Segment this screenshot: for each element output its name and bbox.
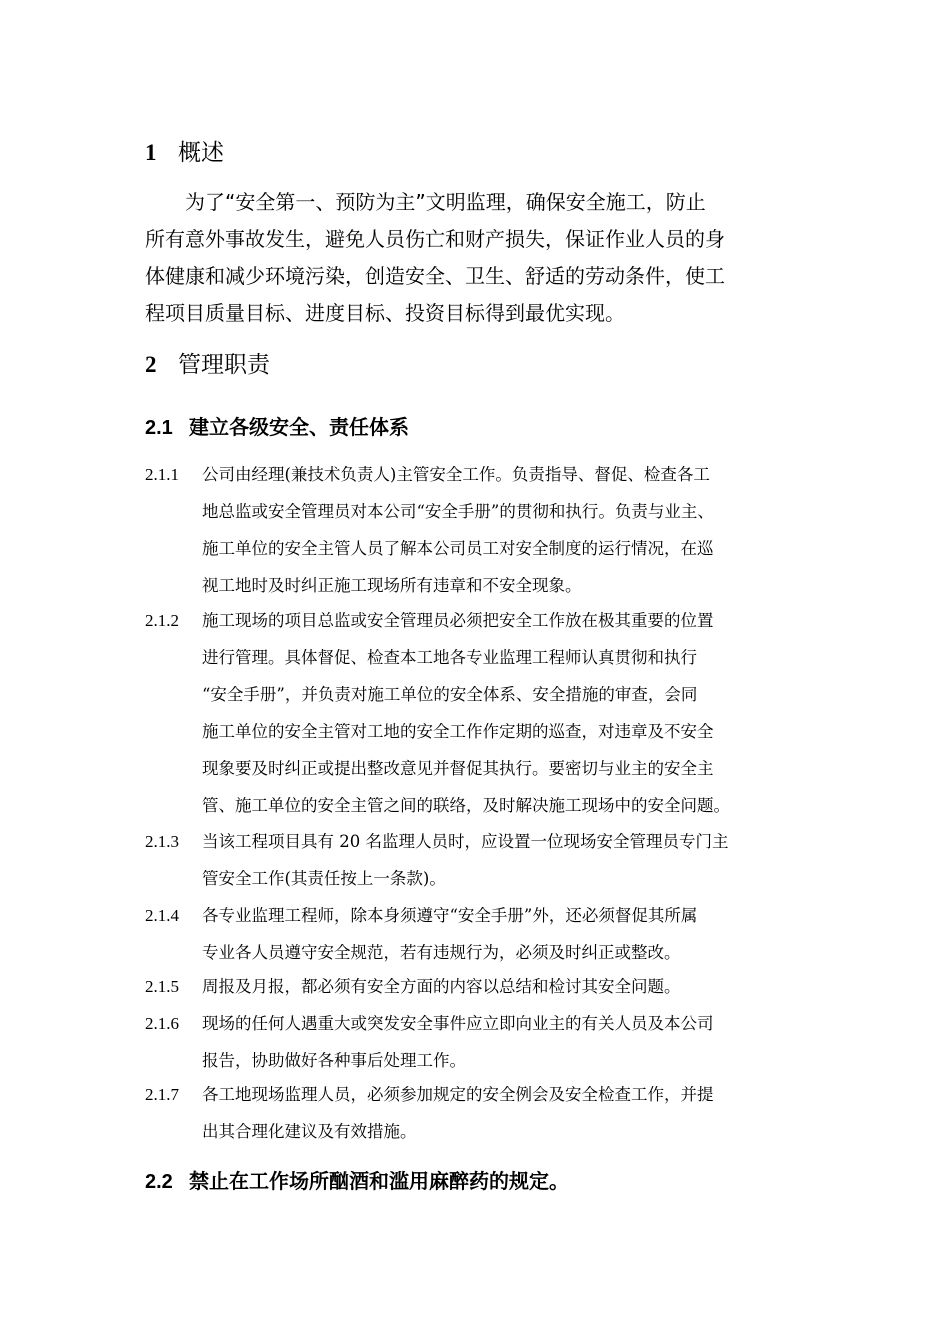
clause-number: 2.1.7 [145, 1085, 179, 1104]
clause-line: 施工单位的安全主管对工地的安全工作作定期的巡查，对违章及不安全 [202, 722, 714, 741]
section-2-1-title: 建立各级安全、责任体系 [189, 415, 409, 439]
clause-line: 视工地时及时纠正施工现场所有违章和不安全现象。 [202, 576, 582, 595]
clause-number: 2.1.1 [145, 465, 179, 484]
section-2-number: 2 [145, 352, 157, 377]
clause-text [202, 456, 714, 604]
clause-text [202, 602, 730, 824]
clause-number: 2.1.3 [145, 832, 179, 851]
clause-text [202, 897, 697, 971]
clause-number: 2.1.5 [145, 977, 179, 996]
clause-line: 施工单位的安全主管人员了解本公司员工对安全制度的运行情况，在巡 [202, 539, 714, 558]
clause-number: 2.1.6 [145, 1014, 179, 1033]
clause-line: 现象要及时纠正或提出整改意见并督促其执行。要密切与业主的安全主 [202, 759, 714, 778]
clause-text [202, 1005, 714, 1079]
clause-number: 2.1.4 [145, 906, 179, 925]
clause-line: 报告，协助做好各种事后处理工作。 [202, 1051, 466, 1070]
clause-text [202, 1076, 714, 1150]
section-2-2-heading [145, 1165, 569, 1194]
clause-text [202, 968, 681, 1005]
clause-line: 施工现场的项目总监或安全管理员必须把安全工作放在极其重要的位置 [202, 611, 714, 630]
clause-line: 管安全工作(其责任按上一条款)。 [202, 869, 446, 888]
clause-line: 周报及月报，都必须有安全方面的内容以总结和检讨其安全问题。 [202, 977, 681, 996]
clause-line: 地总监或安全管理员对本公司“安全手册”的贯彻和执行。负责与业主、 [202, 502, 714, 521]
paragraph-line: 为了“安全第一、预防为主”文明监理，确保安全施工，防止 [145, 190, 706, 214]
section-1-number: 1 [145, 140, 157, 165]
clause-line: 进行管理。具体督促、检查本工地各专业监理工程师认真贯彻和执行 [202, 648, 697, 667]
section-1-paragraph [145, 184, 820, 332]
section-2-2-title: 禁止在工作场所酗酒和滥用麻醉药的规定。 [189, 1169, 569, 1193]
section-2-1-heading [145, 411, 409, 440]
section-2-1-number: 2.1 [145, 417, 173, 439]
section-2-title: 管理职责 [178, 352, 270, 378]
clause-number: 2.1.2 [145, 611, 179, 630]
clause-line: 专业各人员遵守安全规范，若有违规行为，必须及时纠正或整改。 [202, 943, 681, 962]
clause-line: 公司由经理(兼技术负责人)主管安全工作。负责指导、督促、检查各工 [202, 465, 710, 484]
clause-line: 各工地现场监理人员，必须参加规定的安全例会及安全检查工作，并提 [202, 1085, 714, 1104]
paragraph-line: 体健康和减少环境污染，创造安全、卫生、舒适的劳动条件，使工 [145, 264, 725, 288]
section-2-2-number: 2.2 [145, 1171, 173, 1193]
clause-line: 各专业监理工程师，除本身须遵守“安全手册”外，还必须督促其所属 [202, 906, 698, 925]
section-2-heading [145, 346, 270, 379]
section-1-title: 概述 [178, 140, 224, 166]
clause-text [202, 823, 729, 897]
clause-line: “安全手册”，并负责对施工单位的安全体系、安全措施的审查，会同 [202, 685, 698, 704]
paragraph-line: 所有意外事故发生，避免人员伤亡和财产损失，保证作业人员的身 [145, 227, 725, 251]
clause-line: 管、施工单位的安全主管之间的联络，及时解决施工现场中的安全问题。 [202, 796, 730, 815]
clause-line: 现场的任何人遇重大或突发安全事件应立即向业主的有关人员及本公司 [202, 1014, 714, 1033]
clause-line: 出其合理化建议及有效措施。 [202, 1122, 417, 1141]
section-1-heading [145, 134, 224, 167]
paragraph-line: 程项目质量目标、进度目标、投资目标得到最优实现。 [145, 301, 625, 325]
clause-line: 当该工程项目具有 20 名监理人员时，应设置一位现场安全管理员专门主 [202, 832, 729, 851]
